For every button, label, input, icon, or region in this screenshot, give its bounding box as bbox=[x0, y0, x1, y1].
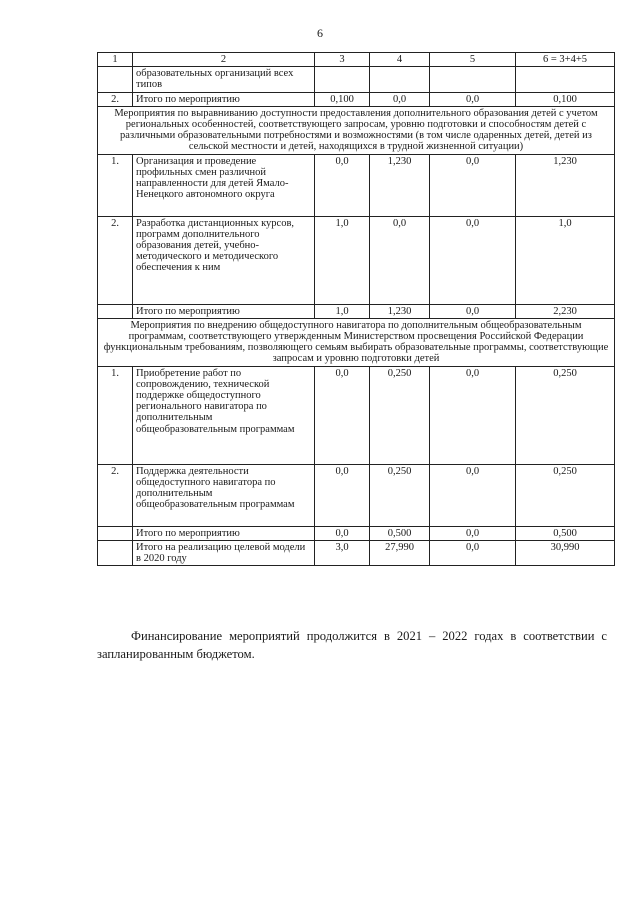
row-name: образовательных организаций всех типов bbox=[133, 67, 315, 92]
value-col4: 0,0 bbox=[370, 92, 430, 106]
value-col5: 0,0 bbox=[430, 154, 516, 216]
value-col4: 0,250 bbox=[370, 464, 430, 526]
table-row bbox=[98, 67, 615, 92]
value-col5: 0,0 bbox=[430, 366, 516, 464]
row-name: Разработка дистанционных курсов, программ дополнительного образования детей, учебно-методического и методического обеспечения к ним bbox=[133, 216, 315, 304]
section-heading-row bbox=[98, 318, 615, 366]
value-col4: 1,230 bbox=[370, 304, 430, 318]
row-number: 2. bbox=[98, 216, 133, 304]
value-col3: 0,100 bbox=[315, 92, 370, 106]
row-name: Итого на реализацию целевой модели в 2020 году bbox=[133, 540, 315, 565]
row-name: Итого по мероприятию bbox=[133, 304, 315, 318]
value-col3: 0,0 bbox=[315, 154, 370, 216]
row-name: Организация и проведение профильных смен различной направленности для детей Ямало-Ненецкого автономного округа bbox=[133, 154, 315, 216]
section-heading: Мероприятия по выравниванию доступности предоставления дополнительного образования детей с учетом региональных особенностей, соответствующего запросам, уровню подготовки и способностям детей с различными образовательными потребностями и возможностями (в том числе одаренных детей, детей из сельской местности и детей, находящихся в трудной жизненной ситуации) bbox=[98, 106, 615, 154]
value-col3: 0,0 bbox=[315, 464, 370, 526]
table-row bbox=[98, 366, 615, 464]
page-number: 6 bbox=[317, 26, 323, 40]
value-col3: 1,0 bbox=[315, 216, 370, 304]
section-heading-row bbox=[98, 106, 615, 154]
footer-paragraph: Финансирование мероприятий продолжится в 2021 – 2022 годах в соответствии с запланированным бюджетом. bbox=[97, 628, 607, 661]
value-col6: 1,0 bbox=[516, 216, 615, 304]
row-number: 1. bbox=[98, 366, 133, 464]
value-col6: 2,230 bbox=[516, 304, 615, 318]
value-col4: 27,990 bbox=[370, 540, 430, 565]
value-col6: 0,250 bbox=[516, 366, 615, 464]
table-row-grand-total bbox=[98, 540, 615, 565]
header-cell: 6 = 3+4+5 bbox=[516, 53, 615, 67]
value-col4: 1,230 bbox=[370, 154, 430, 216]
value-col6: 0,500 bbox=[516, 526, 615, 540]
value-col6: 30,990 bbox=[516, 540, 615, 565]
budget-table bbox=[97, 52, 615, 566]
table-row-total bbox=[98, 526, 615, 540]
row-number: 1. bbox=[98, 154, 133, 216]
row-name: Поддержка деятельности общедоступного навигатора по дополнительным общеобразовательным программам bbox=[133, 464, 315, 526]
value-col5: 0,0 bbox=[430, 304, 516, 318]
value-col6: 0,250 bbox=[516, 464, 615, 526]
header-cell: 1 bbox=[98, 53, 133, 67]
row-name: Итого по мероприятию bbox=[133, 92, 315, 106]
header-cell: 3 bbox=[315, 53, 370, 67]
value-col4: 0,250 bbox=[370, 366, 430, 464]
table-row-total bbox=[98, 92, 615, 106]
value-col3: 1,0 bbox=[315, 304, 370, 318]
header-cell: 2 bbox=[133, 53, 315, 67]
row-name: Приобретение работ по сопровождению, технической поддержке общедоступного регионального навигатора по дополнительным общеобразовательным программам bbox=[133, 366, 315, 464]
value-col5: 0,0 bbox=[430, 464, 516, 526]
value-col4: 0,0 bbox=[370, 216, 430, 304]
table-row bbox=[98, 216, 615, 304]
value-col5: 0,0 bbox=[430, 540, 516, 565]
header-cell: 5 bbox=[430, 53, 516, 67]
value-col5: 0,0 bbox=[430, 92, 516, 106]
value-col5: 0,0 bbox=[430, 216, 516, 304]
table-row bbox=[98, 464, 615, 526]
row-name: Итого по мероприятию bbox=[133, 526, 315, 540]
value-col6: 0,100 bbox=[516, 92, 615, 106]
header-cell: 4 bbox=[370, 53, 430, 67]
section-heading: Мероприятия по внедрению общедоступного навигатора по дополнительным общеобразовательным программам, соответствующего утвержденным Министерством просвещения Российской Федерации функциональным требованиям, позволяющего семьям выбирать образовательные программы, соответствующие запросам и уровню подготовки детей bbox=[98, 318, 615, 366]
value-col4: 0,500 bbox=[370, 526, 430, 540]
value-col3: 0,0 bbox=[315, 526, 370, 540]
table-header-row bbox=[98, 53, 615, 67]
table-row bbox=[98, 154, 615, 216]
value-col6: 1,230 bbox=[516, 154, 615, 216]
value-col5: 0,0 bbox=[430, 526, 516, 540]
value-col3: 3,0 bbox=[315, 540, 370, 565]
row-number: 2. bbox=[98, 464, 133, 526]
value-col3: 0,0 bbox=[315, 366, 370, 464]
row-number: 2. bbox=[98, 92, 133, 106]
table-row-total bbox=[98, 304, 615, 318]
